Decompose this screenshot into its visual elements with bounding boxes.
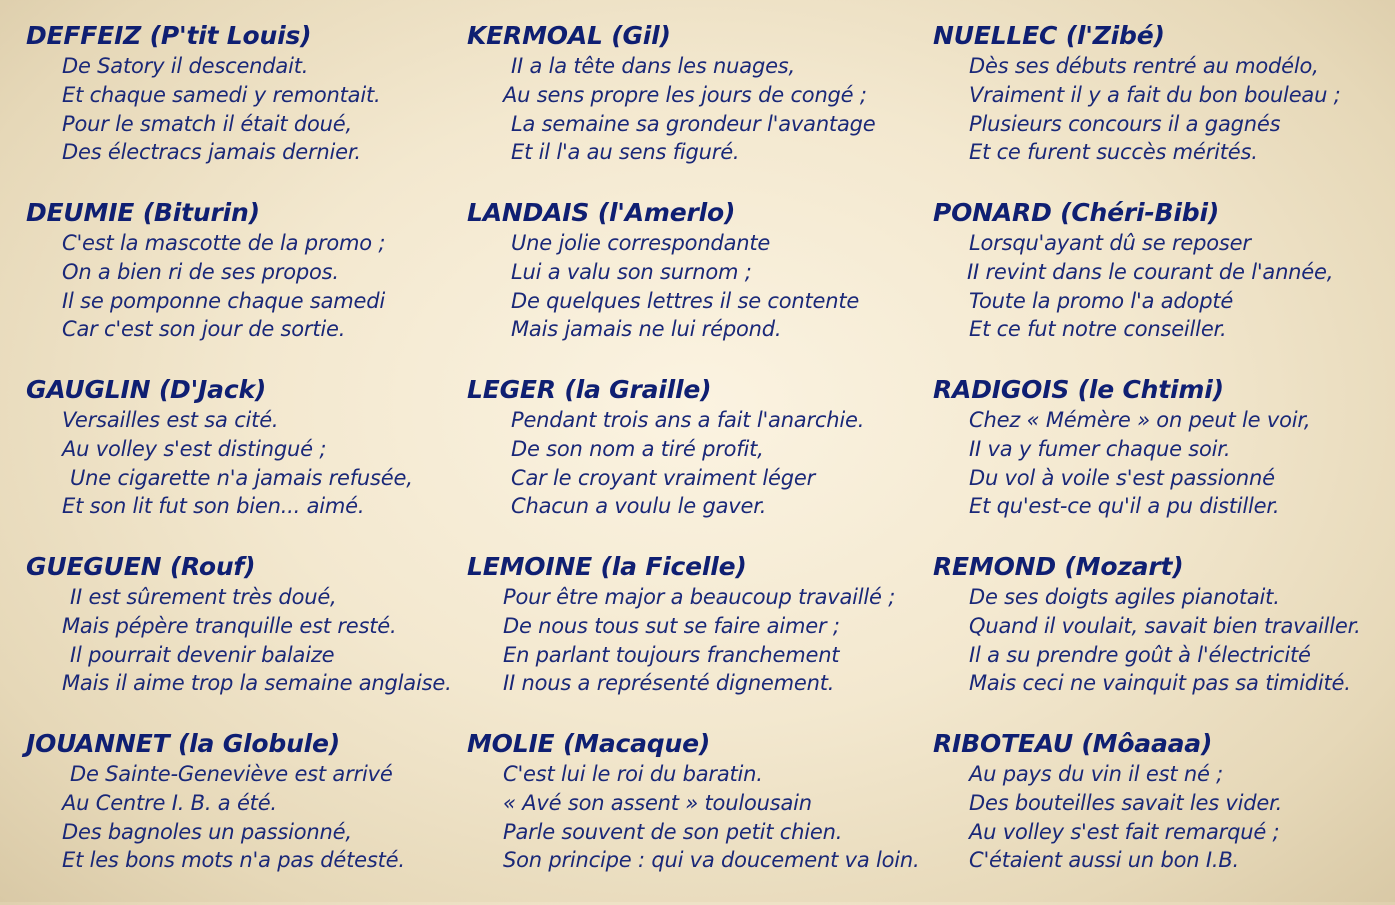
verse-line: Quand il voulait, savait bien travailler. <box>969 613 1361 638</box>
entry-name: RADIGOIS (le Chtimi) <box>933 375 1224 404</box>
verse-line: Et ce furent succès mérités. <box>969 140 1258 165</box>
verse <box>933 406 1388 521</box>
entry-name: GAUGLIN (D'Jack) <box>26 375 267 404</box>
verse-line: Des électracs jamais dernier. <box>62 140 361 165</box>
column-1 <box>26 20 466 905</box>
entry-block <box>26 551 466 728</box>
verse-line: De Sainte-Geneviève est arrivé <box>70 762 393 786</box>
verse-line: Dès ses débuts rentré au modélo, <box>969 54 1319 78</box>
verse-line: II revint dans le courant de l'année, <box>967 259 1334 284</box>
verse-line: Chacun a voulu le gaver. <box>511 494 767 519</box>
verse-line: Mais pépère tranquille est resté. <box>62 613 397 638</box>
entry-block <box>933 551 1388 728</box>
verse-line: Toute la promo l'a adopté <box>969 288 1234 313</box>
verse-line: Pour le smatch il était doué, <box>62 111 352 136</box>
entry-block <box>467 374 932 551</box>
verse-line: II nous a représenté dignement. <box>503 671 835 696</box>
entry-block <box>467 728 932 905</box>
verse-line: Il pourrait devenir balaize <box>70 642 335 667</box>
verse-line: Une cigarette n'a jamais refusée, <box>70 465 413 490</box>
entry-name: PONARD (Chéri-Bibi) <box>933 198 1220 227</box>
verse <box>467 52 932 167</box>
entry-block <box>467 197 932 374</box>
entry-name: LEGER (la Graille) <box>467 375 712 404</box>
verse-line: Au volley s'est distingué ; <box>62 436 327 461</box>
verse <box>26 229 466 344</box>
entry-name: MOLIE (Macaque) <box>467 729 711 758</box>
entry-block <box>933 374 1388 551</box>
entry-name: REMOND (Mozart) <box>933 552 1184 581</box>
verse-line: De quelques lettres il se contente <box>511 288 860 313</box>
verse-line: Au Centre I. B. a été. <box>62 790 277 815</box>
verse <box>933 583 1388 698</box>
entry-block <box>933 728 1388 905</box>
entry-block <box>26 728 466 905</box>
verse-line: Des bouteilles savait les vider. <box>969 790 1283 815</box>
verse-line: « Avé son assent » toulousain <box>503 790 812 815</box>
verse-line: Mais il aime trop la semaine anglaise. <box>62 671 452 696</box>
entry-block <box>933 197 1388 374</box>
verse-line: Car c'est son jour de sortie. <box>62 317 346 342</box>
entry-block <box>467 20 932 197</box>
verse-line: Et qu'est-ce qu'il a pu distiller. <box>969 494 1280 519</box>
verse <box>26 406 466 521</box>
verse <box>467 583 932 698</box>
verse-line: Du vol à voile s'est passionné <box>969 465 1275 490</box>
verse <box>933 760 1388 875</box>
verse-line: Il se pomponne chaque samedi <box>62 288 385 313</box>
verse-line: Lui a valu son surnom ; <box>511 259 752 284</box>
verse-line: II va y fumer chaque soir. <box>969 436 1231 461</box>
verse-line: Lorsqu'ayant dû se reposer <box>969 231 1251 255</box>
verse-line: Des bagnoles un passionné, <box>62 819 352 844</box>
column-2 <box>467 20 932 905</box>
verse <box>467 760 932 875</box>
entry-block <box>26 374 466 551</box>
entry-block <box>467 551 932 728</box>
verse-line: II a la tête dans les nuages, <box>511 54 796 78</box>
entry-name: GUEGUEN (Rouf) <box>26 552 256 581</box>
verse-line: La semaine sa grondeur l'avantage <box>511 111 876 136</box>
verse-line: Plusieurs concours il a gagnés <box>969 111 1281 136</box>
entry-name: RIBOTEAU (Môaaaa) <box>933 729 1213 758</box>
entry-block <box>933 20 1388 197</box>
verse <box>467 229 932 344</box>
verse-line: De ses doigts agiles pianotait. <box>969 585 1280 609</box>
verse <box>933 52 1388 167</box>
verse <box>26 52 466 167</box>
verse-line: De Satory il descendait. <box>62 54 309 78</box>
entry-block <box>26 20 466 197</box>
column-3 <box>933 20 1388 905</box>
verse <box>26 583 466 698</box>
entry-name: DEUMIE (Biturin) <box>26 198 260 227</box>
verse-line: Vraiment il y a fait du bon bouleau ; <box>969 82 1341 107</box>
verse-line: Et les bons mots n'a pas détesté. <box>62 848 405 873</box>
verse-line: Versailles est sa cité. <box>62 408 279 432</box>
verse <box>467 406 932 521</box>
verse <box>933 229 1388 344</box>
entry-name: NUELLEC (l'Zibé) <box>933 21 1165 50</box>
verse-line: De son nom a tiré profit, <box>511 436 764 461</box>
verse-line: C'est la mascotte de la promo ; <box>62 231 386 255</box>
verse-line: II est sûrement très doué, <box>70 585 337 609</box>
verse-line: Son principe : qui va doucement va loin. <box>503 848 920 873</box>
verse-line: De nous tous sut se faire aimer ; <box>503 613 840 638</box>
verse-line: Au sens propre les jours de congé ; <box>503 82 867 107</box>
verse-line: Et chaque samedi y remontait. <box>62 82 381 107</box>
entry-name: LANDAIS (l'Amerlo) <box>467 198 736 227</box>
verse-line: En parlant toujours franchement <box>503 642 840 667</box>
verse-line: Il a su prendre goût à l'électricité <box>969 642 1311 667</box>
entry-name: LEMOINE (la Ficelle) <box>467 552 747 581</box>
verse-line: On a bien ri de ses propos. <box>62 259 339 284</box>
entry-block <box>26 197 466 374</box>
verse <box>26 760 466 875</box>
verse-line: Mais jamais ne lui répond. <box>511 317 782 342</box>
verse-line: Mais ceci ne vainquit pas sa timidité. <box>969 671 1351 696</box>
verse-line: Car le croyant vraiment léger <box>511 465 816 490</box>
entry-name: KERMOAL (Gil) <box>467 21 671 50</box>
verse-line: Et il l'a au sens figuré. <box>511 140 740 165</box>
verse-line: Pendant trois ans a fait l'anarchie. <box>511 408 865 432</box>
verse-line: Et son lit fut son bien... aimé. <box>62 494 365 519</box>
verse-line: Pour être major a beaucoup travaillé ; <box>503 585 896 609</box>
entry-name: DEFFEIZ (P'tit Louis) <box>26 21 312 50</box>
entry-name: JOUANNET (la Globule) <box>26 729 341 758</box>
verse-line: C'étaient aussi un bon I.B. <box>969 848 1240 873</box>
verse-line: Au pays du vin il est né ; <box>969 762 1224 786</box>
verse-line: C'est lui le roi du baratin. <box>503 762 763 786</box>
verse-line: Et ce fut notre conseiller. <box>969 317 1227 342</box>
verse-line: Une jolie correspondante <box>511 231 771 255</box>
verse-line: Chez « Mémère » on peut le voir, <box>969 408 1311 432</box>
verse-line: Parle souvent de son petit chien. <box>503 819 843 844</box>
verse-line: Au volley s'est fait remarqué ; <box>969 819 1280 844</box>
